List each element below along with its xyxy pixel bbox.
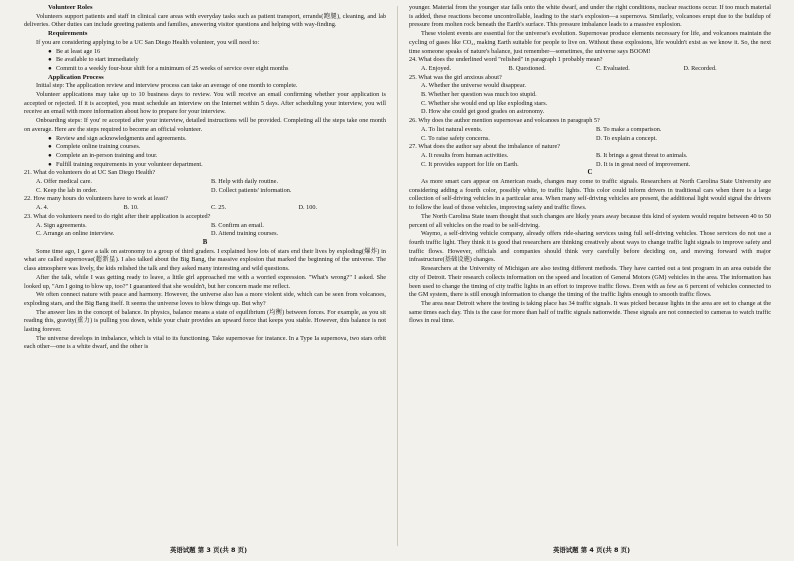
passage-c-paragraph: The North Carolina State team thought that such changes are likely years away because this kind of system would require between 40 to 50 percent of all vehicles on the road to be self-driving. [409,212,771,229]
option: C. It provides support for life on Earth. [421,160,519,168]
bullet-icon: ● [48,47,52,55]
question-23-options [36,222,386,239]
option: D. Collect patients' information. [211,186,292,194]
requirements-intro: If you are considering applying to be a UC San Diego Health volunteer, you will need to: [36,38,260,46]
list-item: ● Review and sign acknowledgments and agreements. [48,134,187,142]
passage-b-paragraph: After the talk, while I was getting ready to leave, a little girl approached me with a worried expression. "What's wrong?" I asked. She looked up, "Am I going to blow up, too?" I guaranteed that she wouldn't, but her concern made me reflect. [24,273,386,290]
option: A. Sign agreements. [36,221,87,229]
question-23: 23. What do volunteers need to do right after their application is accepted? [24,212,211,220]
page-footer-left: 英语试题 第 3 页(共 8 页) [170,546,247,554]
list-item: ● Complete online training courses. [48,143,141,151]
option: A. It results from human activities. [421,151,509,159]
question-24: 24. What does the underlined word "relished" in paragraph 1 probably mean? [409,56,603,64]
passage-b-paragraph: We often connect nature with peace and harmony. However, the universe also has a more violent side, which can be seen from volcanoes, exploding stars, and the Big Bang itself. It seems the universe loves to blow things up. But why? [24,291,386,307]
requirements-list [24,48,386,74]
option: D. To explain a concept. [596,134,657,142]
passage-b-paragraph: The universe develops in imbalance, which is vital to its functioning. Take supernovae for instance. In a Type Ia supernova, two stars orbit each other—one is a white dwarf, and the other is [24,334,386,351]
option: D. Attend training courses. [211,230,279,238]
option: A. To list natural events. [421,125,483,133]
passage-c-paragraph: Waymo, a self-driving vehicle company, already offers ride-sharing services using full self-driving vehicles. Those services do not use a fourth traffic light. They think it is good that researchers are thinking creatively about ways to change traffic light signals to improve safety and traffic flows. However, officials and companies should think very carefully before deciding on, and moving forward with major infrastructure(基础设施) changes. [409,230,771,264]
question-24-options [421,65,771,74]
bullet-icon: ● [48,151,52,159]
option: B. To make a comparison. [596,125,662,133]
passage-c-paragraph: Researchers at the University of Michigan are also testing different methods. They have carried out a test program in an area outside the city of Detroit. Their research collects information on the speed and location of General Motors (GM) vehicles in the area. The information has been used to change the timing of city traffic lights in an effort to improve traffic flows. Even with as few as 6 percent of vehicles connected to the GM system, there is still enough information to change the timing of the traffic lights enough to smooth traffic flows. [409,265,771,299]
page-divider [397,6,398,546]
right-page [409,4,771,326]
option: A. 4. [36,204,49,212]
section-letter-c: C [587,169,593,177]
onboarding-list [24,135,386,170]
passage-b-paragraph: Some time ago, I gave a talk on astronomy to a group of third graders. I explained how lots of stars end their lives by exploding(爆炸) in what are called supernovae(超新星). I also talked about the Big Bang, the massive explosion that marked the beginning of the universe. The class atmosphere was lively, the kids relished the talk and they asked many interesting and wild questions. [24,247,386,273]
question-21: 21. What do volunteers do at UC San Diego Health? [24,169,156,177]
option: B. It brings a great threat to animals. [596,151,688,159]
list-item: ● Commit to a weekly four-hour shift for a minimum of 25 weeks of service over eight months [48,64,289,72]
list-item: ● Complete an in-person training and tour. [48,151,158,159]
option: B. 10. [123,204,139,212]
passage-b-paragraph: younger. Material from the younger star falls onto the white dwarf, and under the right conditions, nuclear reactions occur. If too much material is added, these reactions become uncontrollable, leading to the star's explosion—a supernova. Similarly, volcanoes erupt due to the buildup of pressure from molten rock beneath the Earth's surface. This pressure imbalance leads to a massive explosion. [409,4,771,29]
option: A. Offer medical care. [36,178,92,186]
option: C. Whether she would end up like exploding stars. [421,99,548,107]
section-title-application: Application Process [48,73,104,81]
section-title-roles: Volunteer Roles [48,4,93,11]
option: B. Help with daily routine. [211,178,279,186]
question-27: 27. What does the author say about the imbalance of nature? [409,143,561,151]
question-22-options [36,204,386,213]
question-22: 22. How many hours do volunteers have to work at least? [24,195,168,203]
option: C. Keep the lab in order. [36,186,98,194]
list-item: ● Be available to start immediately [48,56,139,64]
option: A. Enjoyed. [421,64,452,72]
option: D. 100. [298,204,318,212]
bullet-icon: ● [48,64,52,72]
bullet-icon: ● [48,143,52,151]
application-paragraph: Initial step: The application review and interview process can take an average of one month to complete. [36,82,298,90]
option: C. To raise safety concerns. [421,134,490,142]
option: B. Questioned. [508,64,546,72]
passage-b-paragraph: These violent events are essential for the universe's evolution. Supernovae produce elements necessary for life, and volcanoes maintain the cycling of gases like CO₂, making Earth suitable for people to live on. Without these explosions, life wouldn't exist as we know it. So, the next time someone speaks of nature's balance, just remember—sometimes, the universe says BOOM! [409,30,771,55]
bullet-icon: ● [48,56,52,64]
option: B. Confirm an email. [211,221,264,229]
passage-c-paragraph: As more smart cars appear on American roads, changes may come to traffic signals. Researchers at North Carolina State University are considering adding a fourth color, possibly white, to traffic lights. This color could inform drivers in traditional cars when there is a large collection of self-driving vehicles in a particular area. When many self-driving vehicles are present, the additional light would signal the drivers to follow the lead of those vehicles, improving safety and traffic flows. [409,178,771,212]
list-item: ● Be at least age 16 [48,47,101,55]
question-25: 25. What was the girl anxious about? [409,73,502,81]
section-letter-b: B [202,238,208,246]
left-page [24,4,386,352]
onboarding-paragraph: Onboarding steps: If you' re accepted after your interview, detailed instructions will be provided. Completing all the steps take one month on average. Here are the steps required to become an official volunteer. [24,117,386,133]
question-26-options [421,126,771,143]
option: C. 25. [211,204,227,212]
passage-b-paragraph: The answer lies in the concept of balance. In physics, balance means a state of equilibrium (均衡) between forces. For example, as you sit reading this, gravity(重力) is pulling you down, while your chair provides an upward force that keeps you stable. However, this balance is not lasting forever. [24,308,386,334]
option: C. Arrange an online interview. [36,230,115,238]
bullet-icon: ● [48,160,52,168]
bullet-icon: ● [48,134,52,142]
option: B. Whether her question was much too stupid. [421,91,537,99]
option: D. How she could get good grades on astronomy. [421,108,545,116]
question-27-options [421,152,771,169]
option: A. Whether the universe would disappear. [421,82,526,90]
passage-c-paragraph: The area near Detroit where the testing is taking place has 34 traffic signals. It was picked because lights in the area are set to change at the same times each day. This is the case for more than half of traffic signals nationwide. These signals are not connected to cameras to watch traffic flows in real time. [409,299,771,325]
option: D. It is in great need of improvement. [596,160,691,168]
option: D. Recorded. [683,64,717,72]
application-paragraph: Volunteer applications may take up to 10 business days to review. You will receive an email confirming whether your application is accepted or rejected. If it is accepted, you must schedule an interview on the Internet within 5 days. After scheduling your interview, you will receive an email with more information about how to prepare for your interview. [24,91,386,116]
page-footer-right: 英语试题 第 4 页(共 8 页) [553,546,630,554]
section-title-requirements: Requirements [48,30,88,38]
roles-paragraph: Volunteers support patients and staff in clinical care areas with everyday tasks such as patient transport, errands(跑腿), cleaning, and lab deliveries. Other duties can include greeting patients and families, answering visitor questions and helping with way-finding. [24,12,386,29]
question-26: 26. Why does the author mention supernovae and volcanoes in paragraph 5? [409,117,600,125]
option: C. Evaluated. [596,64,630,72]
question-21-options [36,178,386,195]
list-item: ● Fulfill training requirements in your volunteer department. [48,160,203,168]
